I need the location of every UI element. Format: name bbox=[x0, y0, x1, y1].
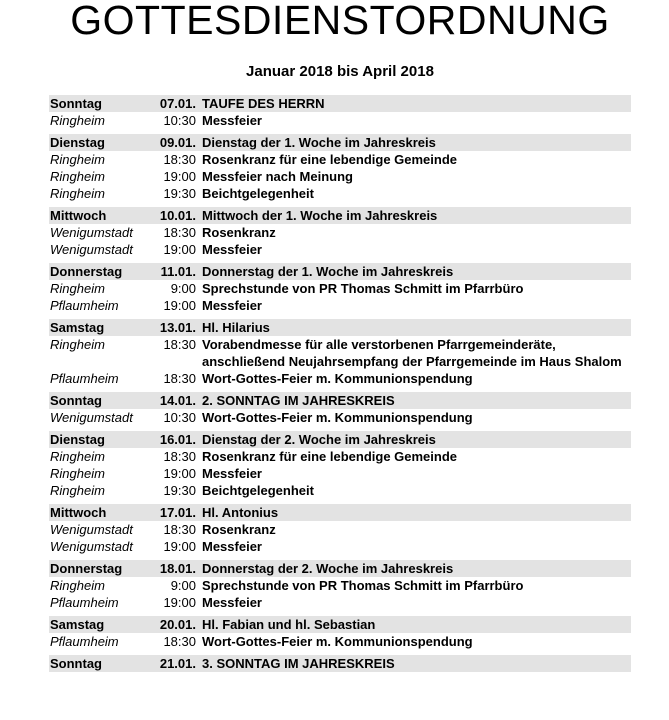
service-entry bbox=[49, 241, 631, 258]
service-entry bbox=[49, 112, 631, 129]
place-label: Wenigumstadt bbox=[50, 410, 133, 425]
weekday-label: Samstag bbox=[50, 320, 105, 335]
place-label: Pflaumheim bbox=[50, 634, 119, 649]
occasion-label: Donnerstag der 2. Woche im Jahreskreis bbox=[202, 561, 454, 576]
time-label: 18:30 bbox=[163, 152, 196, 167]
day-header bbox=[49, 504, 631, 521]
time-label: 10:30 bbox=[163, 410, 196, 425]
event-label: Messfeier bbox=[202, 595, 262, 610]
occasion-label: Hl. Antonius bbox=[202, 505, 279, 520]
time-label: 19:00 bbox=[163, 242, 196, 257]
event-label: Sprechstunde von PR Thomas Schmitt im Pfarrbüro bbox=[202, 281, 524, 296]
event-label: Beichtgelegenheit bbox=[202, 483, 314, 498]
date-label: 20.01. bbox=[159, 617, 196, 632]
event-label: Wort-Gottes-Feier m. Kommunionspendung bbox=[202, 634, 473, 649]
day-header bbox=[49, 95, 631, 112]
service-entry bbox=[49, 594, 631, 611]
day-block bbox=[49, 95, 631, 129]
day-header bbox=[49, 560, 631, 577]
place-label: Ringheim bbox=[50, 337, 105, 352]
place-label: Pflaumheim bbox=[50, 595, 119, 610]
occasion-label: 2. SONNTAG IM JAHRESKREIS bbox=[202, 393, 395, 408]
time-label: 18:30 bbox=[163, 449, 196, 464]
weekday-label: Mittwoch bbox=[50, 505, 107, 520]
event-label: Messfeier bbox=[202, 466, 262, 481]
place-label: Pflaumheim bbox=[50, 298, 119, 313]
occasion-label: Dienstag der 1. Woche im Jahreskreis bbox=[202, 135, 436, 150]
time-label: 19:00 bbox=[163, 539, 196, 554]
time-label: 19:00 bbox=[163, 298, 196, 313]
time-label: 9:00 bbox=[170, 578, 196, 593]
time-label: 10:30 bbox=[163, 113, 196, 128]
service-entry bbox=[49, 538, 631, 555]
event-label: Rosenkranz bbox=[202, 522, 276, 537]
place-label: Pflaumheim bbox=[50, 371, 119, 386]
date-label: 17.01. bbox=[159, 505, 196, 520]
place-label: Ringheim bbox=[50, 449, 105, 464]
day-block bbox=[49, 319, 631, 387]
day-header bbox=[49, 431, 631, 448]
time-label: 19:00 bbox=[163, 466, 196, 481]
occasion-label: Mittwoch der 1. Woche im Jahreskreis bbox=[202, 208, 438, 223]
weekday-label: Sonntag bbox=[50, 393, 102, 408]
day-header bbox=[49, 616, 631, 633]
service-entry bbox=[49, 224, 631, 241]
service-entry bbox=[49, 521, 631, 538]
page-title: GOTTESDIENSTORDNUNG bbox=[70, 0, 610, 43]
weekday-label: Sonntag bbox=[50, 96, 102, 111]
place-label: Ringheim bbox=[50, 152, 105, 167]
time-label: 19:30 bbox=[163, 483, 196, 498]
place-label: Ringheim bbox=[50, 186, 105, 201]
service-entry bbox=[49, 482, 631, 499]
place-label: Ringheim bbox=[50, 281, 105, 296]
weekday-label: Dienstag bbox=[50, 432, 105, 447]
date-label: 07.01. bbox=[159, 96, 196, 111]
time-label: 19:30 bbox=[163, 186, 196, 201]
place-label: Ringheim bbox=[50, 578, 105, 593]
place-label: Ringheim bbox=[50, 466, 105, 481]
date-label: 13.01. bbox=[159, 320, 196, 335]
weekday-label: Dienstag bbox=[50, 135, 105, 150]
event-label: Beichtgelegenheit bbox=[202, 186, 314, 201]
service-entry bbox=[49, 448, 631, 465]
service-entry bbox=[49, 151, 631, 168]
event-label: Rosenkranz bbox=[202, 225, 276, 240]
time-label: 18:30 bbox=[163, 371, 196, 386]
place-label: Ringheim bbox=[50, 113, 105, 128]
time-label: 18:30 bbox=[163, 522, 196, 537]
time-label: 19:00 bbox=[163, 169, 196, 184]
occasion-label: Hl. Fabian und hl. Sebastian bbox=[202, 617, 376, 632]
weekday-label: Donnerstag bbox=[50, 561, 123, 576]
date-label: 21.01. bbox=[159, 656, 196, 671]
date-label: 14.01. bbox=[159, 393, 196, 408]
service-entry bbox=[49, 409, 631, 426]
occasion-label: Donnerstag der 1. Woche im Jahreskreis bbox=[202, 264, 454, 279]
weekday-label: Mittwoch bbox=[50, 208, 107, 223]
event-label: Messfeier bbox=[202, 113, 262, 128]
occasion-label: 3. SONNTAG IM JAHRESKREIS bbox=[202, 656, 395, 671]
time-label: 19:00 bbox=[163, 595, 196, 610]
place-label: Wenigumstadt bbox=[50, 522, 133, 537]
event-label: Messfeier bbox=[202, 539, 262, 554]
event-label: Rosenkranz für eine lebendige Gemeinde bbox=[202, 449, 458, 464]
weekday-label: Donnerstag bbox=[50, 264, 123, 279]
place-label: Ringheim bbox=[50, 169, 105, 184]
day-block bbox=[49, 655, 631, 672]
service-entry bbox=[49, 168, 631, 185]
place-label: Wenigumstadt bbox=[50, 539, 133, 554]
service-entry bbox=[49, 336, 631, 370]
time-label: 18:30 bbox=[163, 634, 196, 649]
weekday-label: Sonntag bbox=[50, 656, 102, 671]
weekday-label: Samstag bbox=[50, 617, 105, 632]
place-label: Ringheim bbox=[50, 483, 105, 498]
day-block bbox=[49, 560, 631, 611]
date-label: 10.01. bbox=[159, 208, 196, 223]
service-entry bbox=[49, 185, 631, 202]
event-label: Sprechstunde von PR Thomas Schmitt im Pfarrbüro bbox=[202, 578, 524, 593]
day-block bbox=[49, 207, 631, 258]
day-header bbox=[49, 319, 631, 336]
occasion-label: Hl. Hilarius bbox=[202, 320, 270, 335]
date-range-subtitle: Januar 2018 bis April 2018 bbox=[246, 63, 434, 80]
day-header bbox=[49, 655, 631, 672]
day-header bbox=[49, 134, 631, 151]
event-label: Vorabendmesse für alle verstorbenen Pfarrgemeinderäte, anschließend Neujahrsempfang der Pfarrgemeinde im Haus Shalom bbox=[202, 337, 622, 369]
event-label: Wort-Gottes-Feier m. Kommunionspendung bbox=[202, 371, 473, 386]
service-entry bbox=[49, 280, 631, 297]
service-entry bbox=[49, 633, 631, 650]
place-label: Wenigumstadt bbox=[50, 225, 133, 240]
event-label: Wort-Gottes-Feier m. Kommunionspendung bbox=[202, 410, 473, 425]
day-header bbox=[49, 207, 631, 224]
day-header bbox=[49, 263, 631, 280]
event-label: Messfeier nach Meinung bbox=[202, 169, 353, 184]
date-label: 09.01. bbox=[159, 135, 196, 150]
day-block bbox=[49, 392, 631, 426]
day-block bbox=[49, 263, 631, 314]
date-label: 16.01. bbox=[159, 432, 196, 447]
day-block bbox=[49, 431, 631, 499]
service-entry bbox=[49, 577, 631, 594]
event-label: Messfeier bbox=[202, 242, 262, 257]
day-block bbox=[49, 134, 631, 202]
day-header bbox=[49, 392, 631, 409]
occasion-label: TAUFE DES HERRN bbox=[202, 96, 325, 111]
time-label: 18:30 bbox=[163, 225, 196, 240]
service-entry bbox=[49, 297, 631, 314]
date-label: 18.01. bbox=[159, 561, 196, 576]
day-block bbox=[49, 616, 631, 650]
service-entry bbox=[49, 370, 631, 387]
schedule-list bbox=[49, 95, 631, 677]
date-label: 11.01. bbox=[160, 264, 196, 279]
day-block bbox=[49, 504, 631, 555]
time-label: 18:30 bbox=[163, 337, 196, 352]
time-label: 9:00 bbox=[170, 281, 196, 296]
service-entry bbox=[49, 465, 631, 482]
occasion-label: Dienstag der 2. Woche im Jahreskreis bbox=[202, 432, 436, 447]
event-label: Rosenkranz für eine lebendige Gemeinde bbox=[202, 152, 458, 167]
place-label: Wenigumstadt bbox=[50, 242, 133, 257]
event-label: Messfeier bbox=[202, 298, 262, 313]
